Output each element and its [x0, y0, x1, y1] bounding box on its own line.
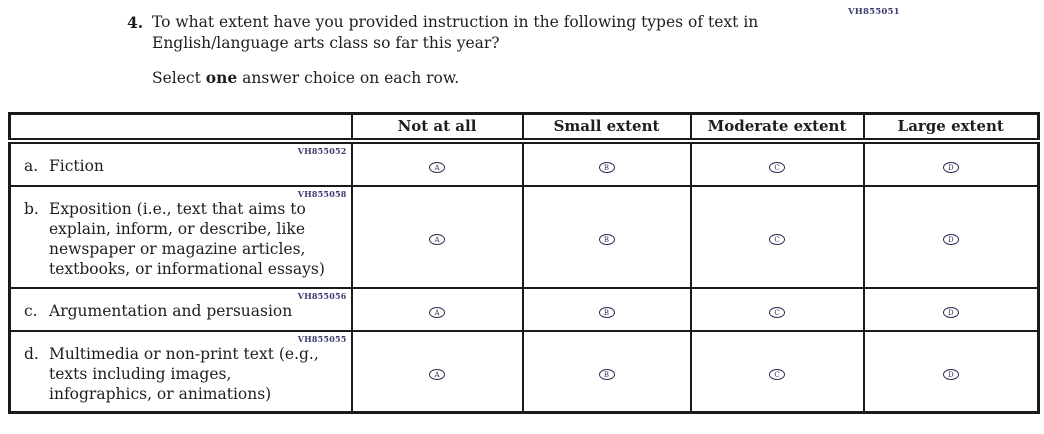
answer-cell: [691, 331, 864, 413]
option-bubble-d[interactable]: D: [943, 162, 959, 173]
answer-cell: [352, 186, 523, 288]
answer-cell: [864, 331, 1039, 413]
instruction-pre: Select: [152, 69, 206, 87]
table-row-argumentation: [10, 288, 1039, 331]
option-bubble-b[interactable]: B: [599, 369, 615, 380]
row-label: [11, 344, 351, 409]
row-label-cell: [10, 331, 352, 413]
option-bubble-d[interactable]: D: [943, 369, 959, 380]
answer-cell: [352, 141, 523, 186]
row-label-text: Fiction: [49, 156, 104, 175]
option-bubble-d[interactable]: D: [943, 234, 959, 245]
option-bubble-c[interactable]: C: [769, 162, 785, 173]
row-label-text: Argumentation and persuasion: [49, 301, 293, 320]
answer-matrix-table: [8, 112, 1040, 414]
answer-cell: [523, 288, 691, 331]
row-label: [11, 199, 351, 284]
option-bubble-b[interactable]: B: [599, 162, 615, 173]
row-letter: c.: [24, 301, 38, 320]
row-label-cell: [10, 141, 352, 186]
answer-cell: [864, 288, 1039, 331]
column-header-large-extent: Large extent: [864, 114, 1039, 141]
row-letter: d.: [24, 344, 39, 363]
option-bubble-c[interactable]: C: [769, 307, 785, 318]
option-bubble-c[interactable]: C: [769, 369, 785, 380]
row-item-code: VH855055: [297, 333, 347, 344]
corner-cell: [10, 114, 352, 141]
header-row: [10, 114, 1039, 141]
column-header-moderate-extent: Moderate extent: [691, 114, 864, 141]
option-bubble-a[interactable]: A: [429, 369, 445, 380]
row-label-cell: [10, 186, 352, 288]
option-bubble-b[interactable]: B: [599, 307, 615, 318]
question-line-2: English/language arts class so far this year?: [152, 34, 500, 52]
row-item-code: VH855056: [297, 290, 347, 301]
row-item-code: VH855052: [297, 145, 347, 156]
answer-cell: [352, 331, 523, 413]
row-label: [11, 156, 351, 181]
instruction-emphasis: one: [205, 68, 238, 87]
question-instruction: [152, 67, 758, 89]
question-text: [152, 12, 758, 89]
option-bubble-b[interactable]: B: [599, 234, 615, 245]
answer-cell: [352, 288, 523, 331]
instruction-post: answer choice on each row.: [237, 69, 460, 87]
option-bubble-a[interactable]: A: [429, 234, 445, 245]
table-row-exposition: [10, 186, 1039, 288]
answer-cell: [691, 141, 864, 186]
row-item-code: VH855058: [297, 188, 347, 199]
answer-cell: [523, 331, 691, 413]
answer-cell: [691, 288, 864, 331]
row-letter: a.: [24, 156, 39, 175]
question-id-code: VH855051: [848, 7, 900, 17]
question-number: 4.: [127, 13, 144, 32]
option-bubble-a[interactable]: A: [429, 307, 445, 318]
option-bubble-d[interactable]: D: [943, 307, 959, 318]
answer-cell: [864, 186, 1039, 288]
answer-cell: [691, 186, 864, 288]
row-label-text: Exposition (i.e., text that aims to explain, inform, or describe, like newspaper or magazine articles, textbooks, or informational essays): [49, 199, 325, 278]
row-label: [11, 301, 351, 326]
row-label-cell: [10, 288, 352, 331]
option-bubble-c[interactable]: C: [769, 234, 785, 245]
answer-cell: [864, 141, 1039, 186]
column-header-not-at-all: Not at all: [352, 114, 523, 141]
row-letter: b.: [24, 199, 39, 218]
answer-cell: [523, 186, 691, 288]
answer-cell: [523, 141, 691, 186]
row-label-text: Multimedia or non-print text (e.g., texts including images, infographics, or animations): [49, 344, 319, 403]
question-line-1: To what extent have you provided instruction in the following types of text in: [152, 13, 759, 31]
question-block: [127, 12, 758, 89]
table-row-multimedia: [10, 331, 1039, 413]
option-bubble-a[interactable]: A: [429, 162, 445, 173]
column-header-small-extent: Small extent: [523, 114, 691, 141]
table-row-fiction: [10, 141, 1039, 186]
